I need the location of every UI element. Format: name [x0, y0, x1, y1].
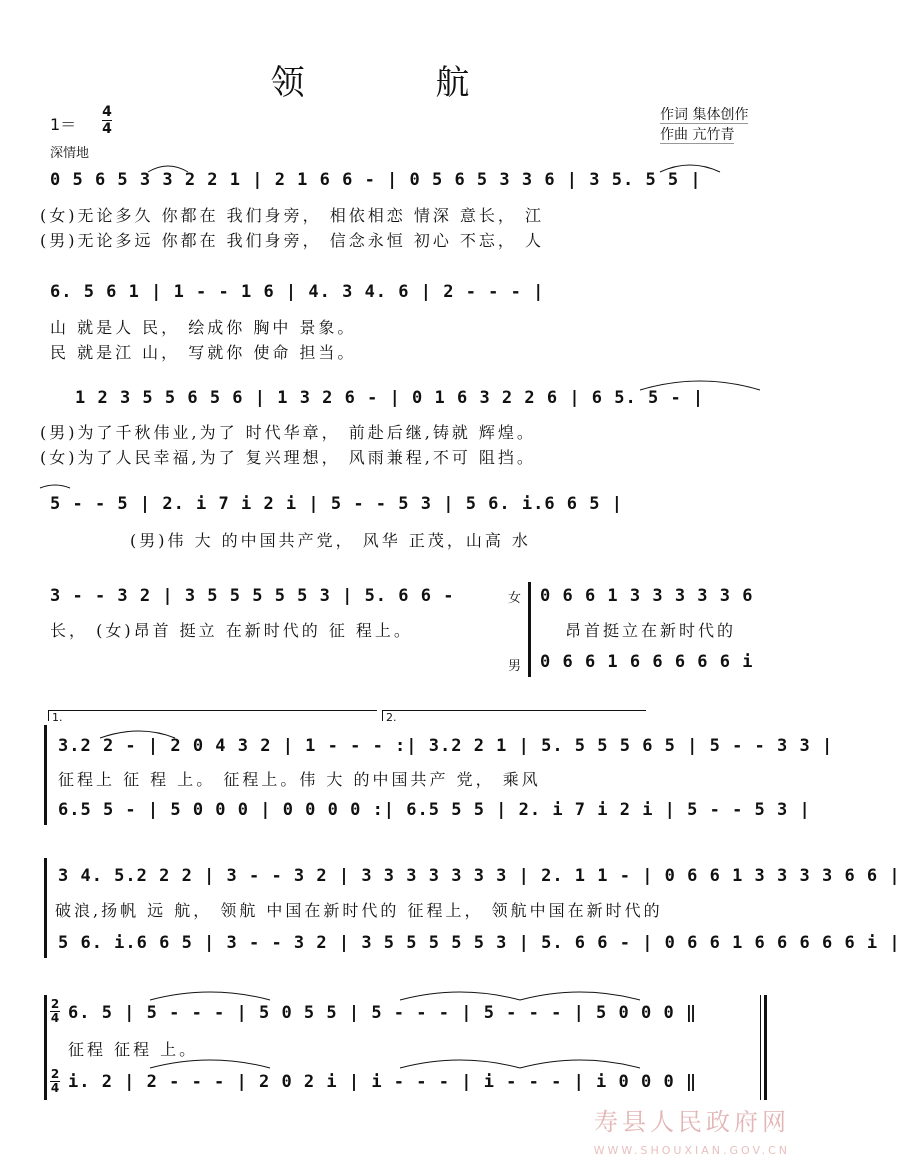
slur-row-8d	[150, 1060, 270, 1068]
part-label-male: 男	[508, 659, 522, 674]
volta-first-ending: 1.	[48, 710, 377, 721]
ts-2-4-top: 2	[50, 997, 60, 1011]
score-row-5-lyric: 长， (女)昂首 挺立 在新时代的 征 程上。	[50, 621, 413, 640]
key-signature: 1＝	[50, 115, 77, 134]
lyricist-credit-text: 作词 集体创作	[660, 107, 749, 123]
score-row-5-notes-lower: 0 6 6 1 6 6 6 6 6 i	[540, 652, 754, 672]
score-row-4-lyric: (男)伟 大 的中国共产党， 风华 正茂，山高 水	[130, 531, 531, 550]
score-row-1-lyric-female: (女)无论多久 你都在 我们身旁， 相依相恋 情深 意长， 江	[40, 206, 545, 225]
score-row-7-notes-upper: 3 4. 5.2 2 2 | 3 - - 3 2 | 3 3 3 3 3 3 3 | 2. 1 1 - | 0 6 6 1 3 3 3 3 6 6 |	[58, 866, 901, 886]
score-row-3-lyric-male: (男)为了千秋伟业,为了 时代华章， 前赴后继,铸就 辉煌。	[40, 423, 536, 442]
score-row-2-notes: 6. 5 6 1 | 1 - - 1 6 | 4. 3 4. 6 | 2 - - - |	[50, 282, 545, 302]
score-row-7-lyric: 破浪,扬帆 远 航， 领航 中国在新时代的 征程上， 领航中国在新时代的	[55, 901, 663, 920]
slur-row-8a	[150, 992, 270, 1000]
score-row-5-lyric-part: 昂首挺立在新时代的	[565, 621, 737, 640]
score-row-5-notes-upper: 0 6 6 1 3 3 3 3 3 6	[540, 586, 754, 606]
slur-row-8b	[400, 992, 520, 1000]
slur-row-8e	[400, 1060, 520, 1068]
volta-second-ending: 2.	[382, 710, 646, 721]
score-row-2-lyric-2: 民 就是江 山， 写就你 使命 担当。	[50, 343, 357, 362]
ts-2-4-lower-top: 2	[50, 1067, 60, 1081]
site-watermark: 寿县人民政府网	[594, 1108, 790, 1136]
slur-row-6	[100, 731, 175, 738]
score-row-8-lyric: 征程 征程 上。	[68, 1040, 199, 1059]
tempo-marking: 深情地	[50, 146, 90, 161]
slur-row-8c	[520, 992, 640, 1000]
time-signature-top: 4	[102, 104, 112, 120]
score-row-2-lyric-1: 山 就是人 民， 绘成你 胸中 景象。	[50, 318, 357, 337]
score-row-3-lyric-female: (女)为了人民幸福,为了 复兴理想， 风雨兼程,不可 阻挡。	[40, 448, 536, 467]
score-row-3-notes: 1 2 3 5 5 6 5 6 | 1 3 2 6 - | 0 1 6 3 2 2 6 | 6 5. 5 - |	[75, 388, 705, 408]
slur-row-1	[148, 166, 188, 172]
time-signature-bottom: 4	[102, 121, 112, 137]
score-row-6-notes-lower: 6.5 5 - | 5 0 0 0 | 0 0 0 0 :| 6.5 5 5 | 2. i 7 i 2 i | 5 - - 5 3 |	[58, 800, 811, 820]
score-row-8-notes-upper: 6. 5 | 5 - - - | 5 0 5 5 | 5 - - - | 5 - - - | 5 0 0 0 ‖	[68, 1003, 698, 1023]
part-label-female: 女	[508, 591, 522, 606]
slur-row-8f	[520, 1060, 640, 1068]
score-row-4-notes: 5 - - 5 | 2. i 7 i 2 i | 5 - - 5 3 | 5 6. i.6 6 5 |	[50, 494, 623, 514]
score-row-6-lyric: 征程上 征 程 上。 征程上。伟 大 的中国共产 党， 乘风	[58, 770, 541, 789]
score-row-5-notes: 3 - - 3 2 | 3 5 5 5 5 5 3 | 5. 6 6 -	[50, 586, 455, 606]
slur-row-1b	[660, 165, 720, 172]
score-row-8-notes-lower: i. 2 | 2 - - - | 2 0 2 i | i - - - | i - - - | i 0 0 0 ‖	[68, 1072, 698, 1092]
score-row-6-notes-upper: 3.2 2 - | 2 0 4 3 2 | 1 - - - :| 3.2 2 1 | 5. 5 5 5 6 5 | 5 - - 3 3 |	[58, 736, 834, 756]
ts-2-4-bottom: 4	[50, 1011, 60, 1025]
composer-credit-text: 作曲 亢竹青	[660, 127, 735, 143]
slur-row-4	[40, 485, 70, 488]
site-watermark-url: WWW.SHOUXIAN.GOV.CN	[593, 1144, 790, 1157]
ts-2-4-lower-bottom: 4	[50, 1081, 60, 1095]
slur-row-3	[640, 381, 760, 390]
score-row-1-notes: 0 5 6 5 3 3 2 2 1 | 2 1 6 6 - | 0 5 6 5 3 3 6 | 3 5. 5 5 |	[50, 170, 702, 190]
score-row-7-notes-lower: 5 6. i.6 6 5 | 3 - - 3 2 | 3 5 5 5 5 5 3 | 5. 6 6 - | 0 6 6 1 6 6 6 6 6 i |	[58, 933, 901, 953]
score-row-1-lyric-male: (男)无论多远 你都在 我们身旁， 信念永恒 初心 不忘， 人	[40, 231, 545, 250]
song-title: 领 航	[270, 63, 530, 103]
